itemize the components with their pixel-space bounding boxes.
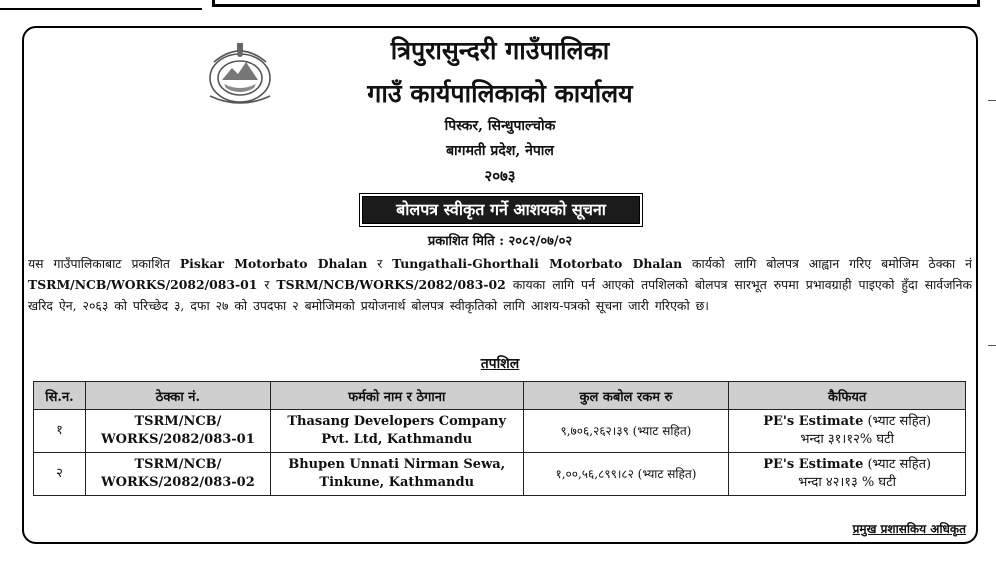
- remark-vat: (भ्याट सहित): [863, 457, 932, 472]
- road-name: Tungathali-Ghorthali Motorbato Dhalan: [392, 256, 683, 271]
- municipality-name: त्रिपुरासुन्दरी गाउँपालिका: [390, 36, 610, 65]
- address-line: पिस्कर, सिन्धुपाल्चोक: [444, 118, 556, 134]
- remark-vat: (भ्याट सहित): [863, 414, 932, 429]
- column-header: ठेक्का नं.: [85, 382, 270, 410]
- contract-line: WORKS/2082/083-02: [101, 475, 255, 490]
- body-text-segment: र: [257, 277, 277, 292]
- remark-estimate: PE's Estimate: [763, 414, 864, 429]
- office-name: गाउँ कार्यपालिकाको कार्यालय: [367, 79, 633, 108]
- remark-line: भन्दा ४२।१३ % घटी: [798, 475, 897, 490]
- firm-line: Bhupen Unnati Nirman Sewa,: [288, 457, 506, 472]
- table-row: [34, 410, 966, 453]
- table-row: [34, 453, 966, 496]
- body-text-segment: र: [367, 256, 393, 271]
- published-date: प्रकाशित मिति : २०८२/०७/०२: [427, 234, 573, 249]
- amount-cell: ९,७०६,२६२।३९ (भ्याट सहित): [523, 410, 729, 453]
- firm-cell: [270, 410, 523, 453]
- side-rule: [988, 345, 996, 346]
- remark-estimate: PE's Estimate: [763, 457, 864, 472]
- remark-line: भन्दा ३१।१२% घटी: [800, 432, 894, 447]
- column-header: सि.न.: [34, 382, 86, 410]
- details-table: [33, 381, 966, 496]
- column-header: कुल कबोल रकम रु: [523, 382, 729, 410]
- contract-line: WORKS/2082/083-01: [101, 432, 255, 447]
- body-text-segment: कायका लागि पर्न आएको तपशिलको बोलपत्र सारभूत रुपमा प्रभावग्राही पाइएको हुँदा सार्वजनिक खरिद ऐन, २०६३ को परिच्छेद ३, दफा २७ को उपदफा २ बमोजिमको प्रयोजनार्थ बोलपत्र स्वीकृतिको लागि आशय-पत्रको सूचना जारी गरिएको छ।: [28, 277, 972, 313]
- details-heading: तपशिल: [480, 356, 520, 372]
- firm-line: Thasang Developers Company: [287, 414, 507, 429]
- year-line: २०७३: [484, 167, 516, 185]
- notice-title: बोलपत्र स्वीकृत गर्ने आशयको सूचना: [363, 197, 639, 223]
- firm-line: Pvt. Ltd, Kathmandu: [321, 432, 473, 447]
- signatory-title: प्रमुख प्रशासकिय अधिकृत: [852, 522, 966, 536]
- road-name: Piskar Motorbato Dhalan: [179, 256, 368, 271]
- remark-cell: [729, 453, 966, 496]
- body-text-segment: यस गाउँपालिकाबाट प्रकाशित: [28, 256, 180, 271]
- body-text-segment: कार्यको लागि बोलपत्र आह्वान गरिए बमोजिम ठेक्का नं: [682, 256, 972, 271]
- serial-cell: २: [34, 453, 86, 496]
- contract-cell: [85, 453, 270, 496]
- column-header: फर्मको नाम र ठेगाना: [270, 382, 523, 410]
- firm-line: Tinkune, Kathmandu: [319, 475, 475, 490]
- province-line: बागमती प्रदेश, नेपाल: [446, 143, 554, 159]
- contract-line: TSRM/NCB/: [134, 414, 222, 429]
- contract-cell: [85, 410, 270, 453]
- contract-number: TSRM/NCB/WORKS/2082/083-01: [28, 277, 258, 292]
- previous-notice-frame: [212, 0, 980, 7]
- contract-line: TSRM/NCB/: [134, 457, 222, 472]
- contract-number: TSRM/NCB/WORKS/2082/083-02: [276, 277, 506, 292]
- serial-cell: १: [34, 410, 86, 453]
- column-header: कैफियत: [729, 382, 966, 410]
- firm-cell: [270, 453, 523, 496]
- remark-cell: [729, 410, 966, 453]
- side-rule: [988, 100, 996, 101]
- amount-cell: १,००,५६,८९९।८२ (भ्याट सहित): [523, 453, 729, 496]
- notice-body: [28, 253, 972, 316]
- top-rule: [0, 0, 202, 10]
- table-header-row: [34, 382, 966, 410]
